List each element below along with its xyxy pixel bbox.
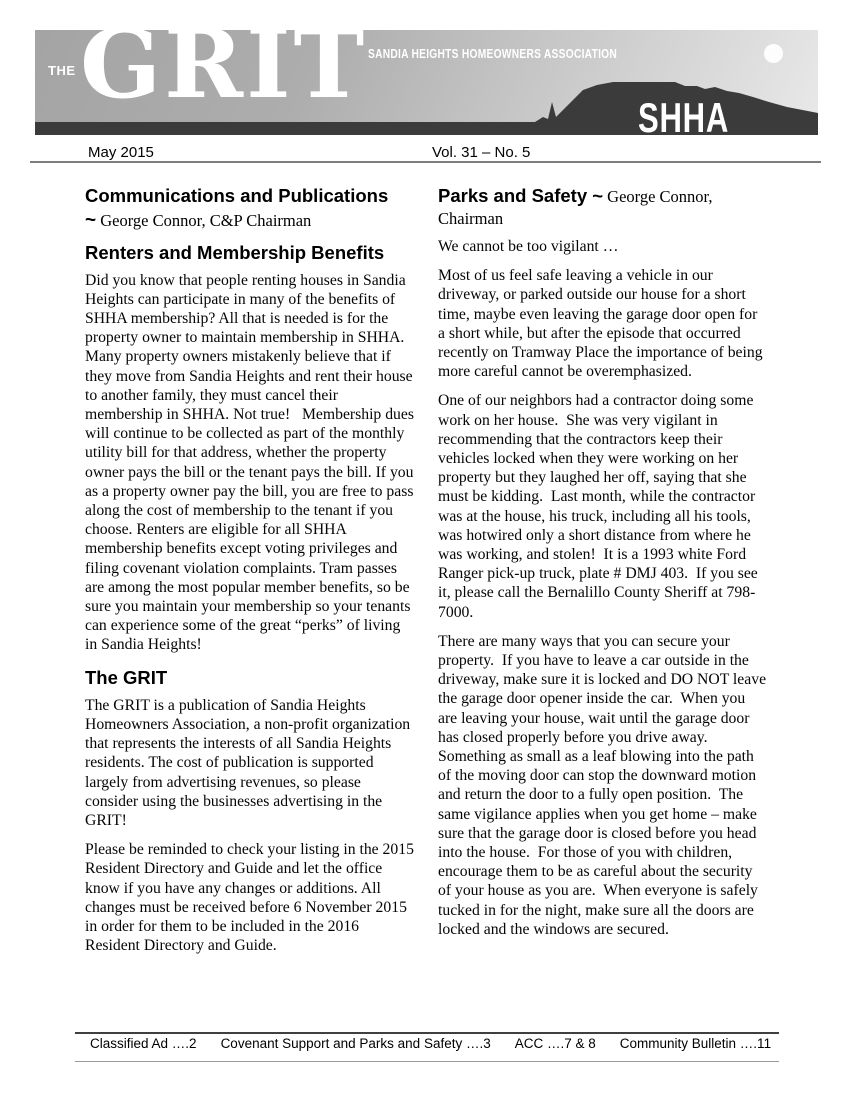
issue-date: May 2015: [88, 144, 154, 161]
parks-paragraph-3: One of our neighbors had a contractor doing some work on her house. She was very vigilant in recommending that the contractors keep their vehicles locked when they were working on her property but they laughed her off, saying that she must be kidding. Last month, while the contractor was at the house, his truck, including all his tools, was hotwired only a short distance from where he was working, and stolen! It is a 1993 white Ford Ranger pick-up truck, plate # DMJ 403. If you see it, please call the Bernalillo County Sheriff at 798-7000.: [438, 392, 762, 621]
parks-paragraph-1: We cannot be too vigilant …: [438, 237, 619, 255]
page-index-footer: [90, 1036, 771, 1051]
masthead-banner: [35, 9, 818, 141]
newsletter-title: GRIT: [80, 9, 368, 120]
renters-heading: Renters and Membership Benefits: [85, 242, 385, 264]
grit-heading: The GRIT: [85, 666, 168, 688]
footer-item-bulletin: Community Bulletin ….11: [619, 1036, 772, 1051]
moon-icon: [764, 44, 783, 63]
parks-heading: [438, 185, 743, 229]
grit-paragraph-1: The GRIT is a publication of Sandia Heights Homeowners Association, a non-profit organization that represents the interests of all Sandia Heights residents. The cost of publication is supported largely from advertising revenues, so please consider using the businesses advertising in the GRIT!: [85, 696, 415, 830]
footer-rule-top: [75, 1032, 779, 1034]
parks-paragraph-4: There are many ways that you can secure your property. If you have to leave a car outside in the driveway, make sure it is locked and DO NOT leave the garage door opener inside the car. When you are leaving your house, wait until the garage door has closed properly before you drive away. Something as small as a leaf blowing into the path of the moving door can stop the downward motion and return the door to a fully open position. The same vigilance applies when you get home – make sure that the garage door is closed before you head into the house. For those of you with children, encourage them to be as careful about the security of your house as you are. When everyone is safely tucked in for the night, make sure all the doors are locked and the windows are secured.: [438, 632, 770, 938]
association-name: SANDIA HEIGHTS HOMEOWNERS ASSOCIATION: [368, 47, 618, 61]
grit-paragraph-2: Please be reminded to check your listing in the 2015 Resident Directory and Guide and let the office know if you have any changes or additions. All changes must be received before 6 November 2015 in order for them to be included in the 2016 Resident Directory and Guide.: [85, 841, 418, 955]
byline-tilde: ~: [85, 210, 97, 232]
communications-heading: Communications and Publications: [85, 185, 389, 206]
parks-paragraph-2: Most of us feel safe leaving a vehicle in our driveway, or parked outside our house for a short time, maybe even leaving the garage door open for a short while, but after the episode that occurred recently on Tramway Place the importance of being more careful cannot be overemphasized.: [438, 267, 767, 381]
renters-paragraph: Did you know that people renting houses in Sandia Heights can participate in many of the benefits of SHHA membership? All that is needed is for the property owner to maintain membership in SHHA. Many property owners mistakenly believe that if they move from Sandia Heights and rent their house to another family, they must cancel their membership in SHHA. Not true! Membership dues will continue to be collected as part of the monthly utility bill for that address, whether the property owner pays the bill or the tenant pays the bill. If you as a property owner pay the bill, you are free to pass along the cost of membership to the tenant if you choose. Renters are eligible for all SHHA membership benefits except voting privileges and filing covenant violation complaints. Tram passes are among the most popular member benefits, so be sure you maintain your membership so your tenants can experience some of the great “perks” of living in Sandia Heights!: [85, 271, 418, 654]
shha-logo-text: SHHA: [638, 94, 730, 141]
footer-item-covenant: Covenant Support and Parks and Safety ….3: [220, 1036, 491, 1051]
article-columns: [85, 172, 768, 966]
right-column: [438, 172, 768, 966]
byline-name: George Connor, C&P Chairman: [96, 211, 312, 231]
communications-byline: [85, 210, 415, 232]
masthead-rule: [30, 161, 821, 163]
left-column: [85, 172, 418, 966]
banner-kicker: THE: [48, 63, 76, 78]
footer-rule-bottom: [75, 1061, 779, 1062]
parks-heading-title: Parks and Safety ~: [438, 185, 604, 206]
volume-number: Vol. 31 – No. 5: [432, 144, 531, 161]
footer-item-acc: ACC ….7 & 8: [514, 1036, 596, 1051]
footer-item-classified: Classified Ad ….2: [90, 1036, 197, 1051]
parks-byline-name: George Connor, Chairman: [438, 187, 713, 228]
